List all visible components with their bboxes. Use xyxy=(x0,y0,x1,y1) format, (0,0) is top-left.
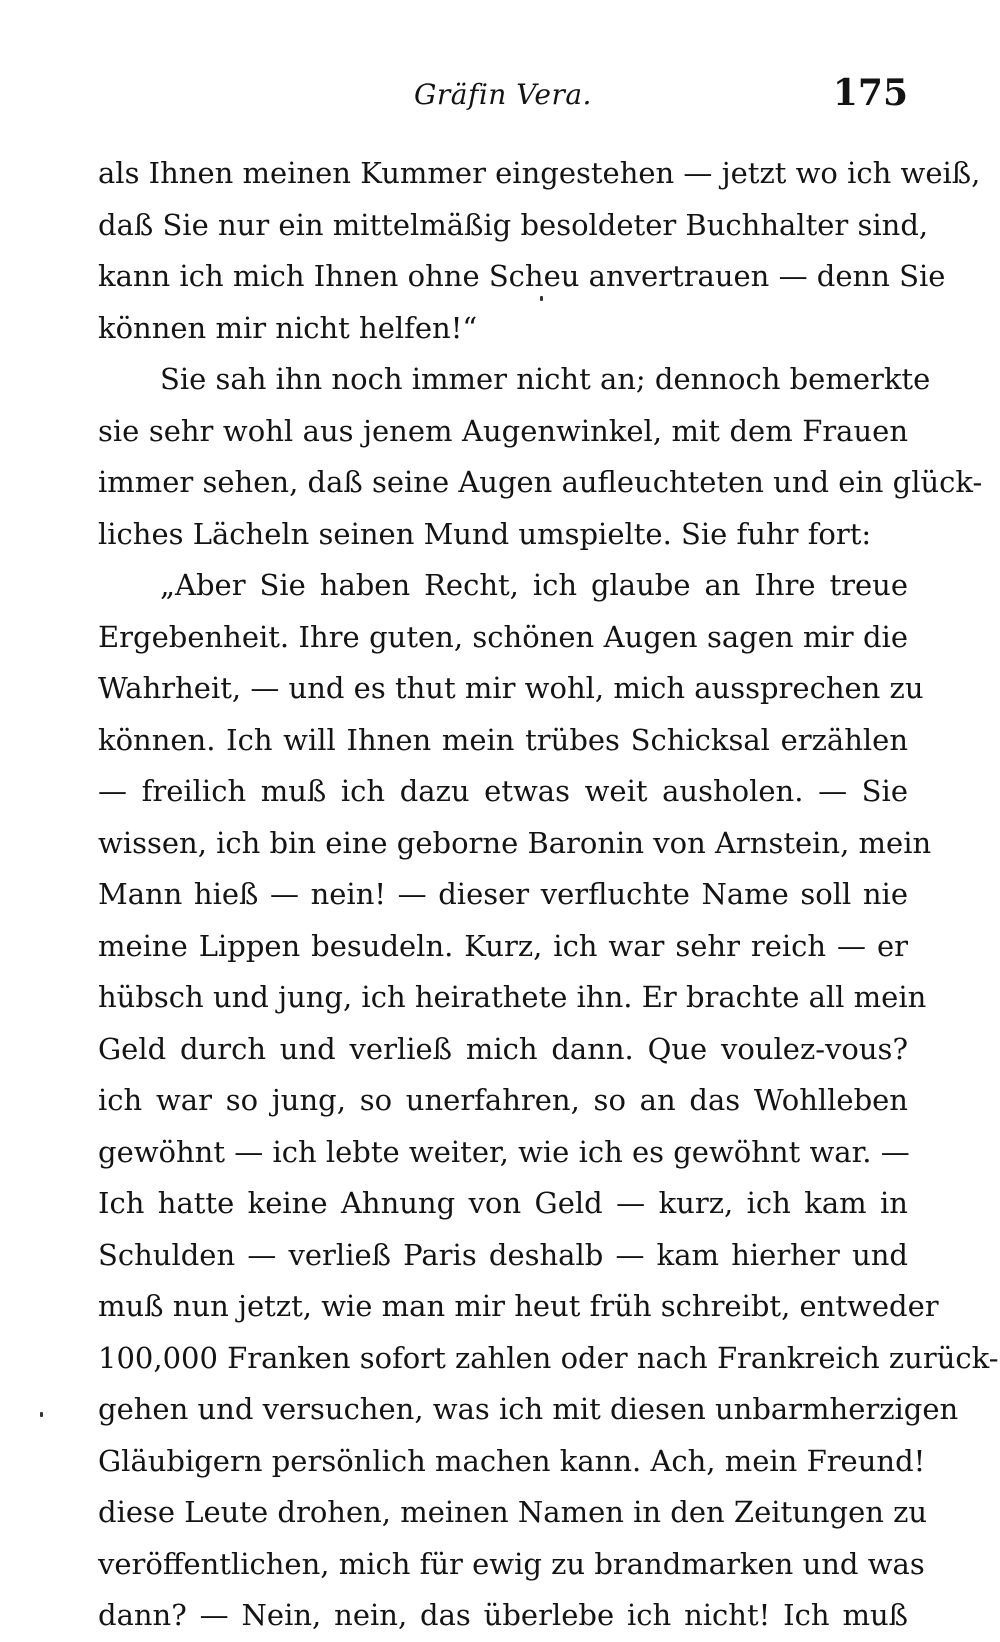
text-line: gehen und versuchen, was ich mit diesen unbarmherzigen xyxy=(98,1392,959,1426)
text-line: als Ihnen meinen Kummer eingestehen — jetzt wo ich weiß, xyxy=(98,156,981,190)
text-line: muß nun jetzt, wie man mir heut früh schreibt, entweder xyxy=(98,1289,939,1323)
text-line: gewöhnt — ich lebte weiter, wie ich es gewöhnt war. — xyxy=(98,1134,910,1169)
text-line: veröffentlichen, mich für ewig zu brandmarken und was xyxy=(98,1546,925,1581)
body-text xyxy=(98,148,999,1642)
running-head xyxy=(98,72,908,122)
page-number: 175 xyxy=(832,72,908,114)
text-line: diese Leute drohen, meinen Namen in den Zeitungen zu xyxy=(98,1495,928,1529)
text-line: Ich hatte keine Ahnung von Geld — kurz, ich kam in xyxy=(98,1186,908,1220)
text-line: immer sehen, daß seine Augen aufleuchteten und ein glück- xyxy=(98,465,983,499)
text-line: dann? — Nein, nein, das überlebe ich nicht! Ich muß xyxy=(98,1598,908,1632)
text-line: daß Sie nur ein mittelmäßig besoldeter Buchhalter sind, xyxy=(98,207,929,242)
text-line: kann ich mich Ihnen ohne Scheu anvertrauen — denn Sie xyxy=(98,259,946,293)
text-line: Sie sah ihn noch immer nicht an; dennoch bemerkte xyxy=(160,362,931,396)
text-line: Schulden — verließ Paris deshalb — kam hierher und xyxy=(98,1237,908,1272)
text-line: können mir nicht helfen!“ xyxy=(98,310,478,345)
text-line: hübsch und jung, ich heirathete ihn. Er brachte all mein xyxy=(98,980,927,1014)
text-line: „Aber Sie haben Recht, ich glaube an Ihre treue xyxy=(160,568,908,602)
text-line: 100,000 Franken sofort zahlen oder nach Frankreich zurück- xyxy=(98,1340,999,1375)
text-line: Gläubigern persönlich machen kann. Ach, mein Freund! xyxy=(98,1443,926,1478)
text-line: — freilich muß ich dazu etwas weit ausholen. — Sie xyxy=(98,774,908,808)
text-line: sie sehr wohl aus jenem Augenwinkel, mit dem Frauen xyxy=(98,413,908,448)
text-line: Ergebenheit. Ihre guten, schönen Augen sagen mir die xyxy=(98,619,908,654)
text-line: meine Lippen besudeln. Kurz, ich war sehr reich — er xyxy=(98,928,908,963)
text-line: Wahrheit, — und es thut mir wohl, mich aussprechen zu xyxy=(98,671,924,705)
print-speck xyxy=(540,296,543,301)
text-line: liches Lächeln seinen Mund umspielte. Sie fuhr fort: xyxy=(98,516,872,551)
print-speck xyxy=(40,1412,43,1417)
text-line: wissen, ich bin eine geborne Baronin von Arnstein, mein xyxy=(98,825,932,860)
text-line: Mann hieß — nein! — dieser verfluchte Name soll nie xyxy=(98,877,908,911)
text-line: ich war so jung, so unerfahren, so an das Wohlleben xyxy=(98,1083,908,1117)
text-line: können. Ich will Ihnen mein trübes Schicksal erzählen xyxy=(98,722,908,757)
running-title: Gräfin Vera. xyxy=(414,78,592,111)
text-line: Geld durch und verließ mich dann. Que voulez-vous? xyxy=(98,1031,908,1066)
